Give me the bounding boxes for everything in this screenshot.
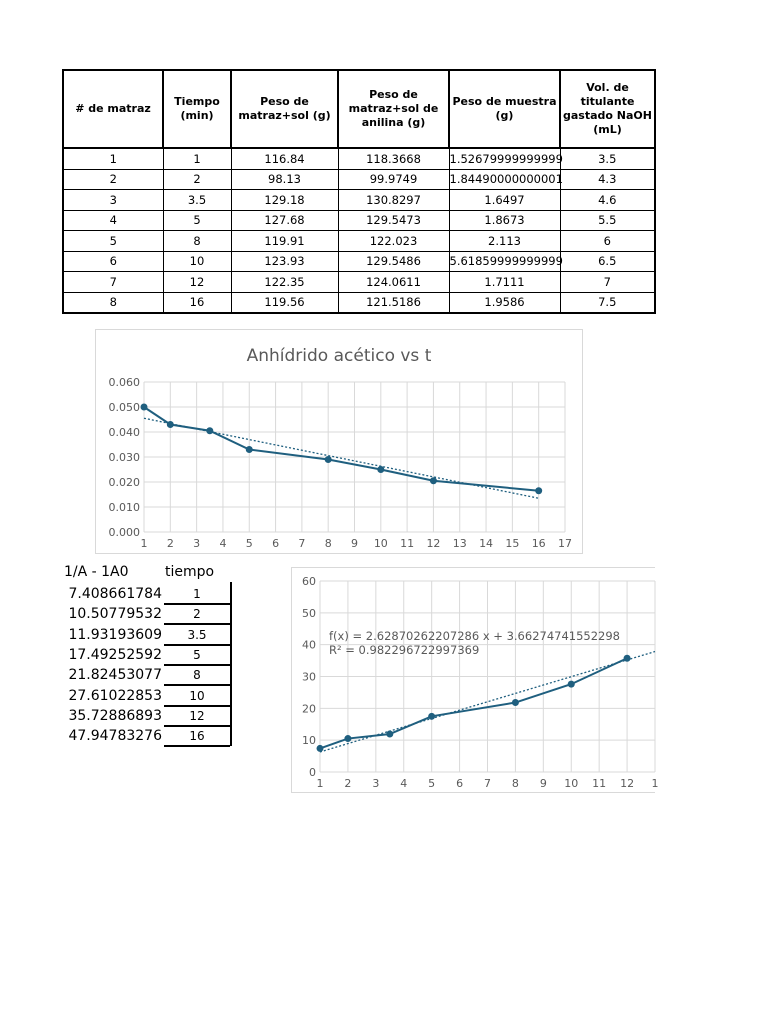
header-matraz: # de matraz bbox=[63, 70, 163, 148]
table-cell: 10 bbox=[163, 251, 231, 272]
table-cell: 6 bbox=[560, 231, 655, 252]
data-point bbox=[624, 655, 631, 662]
y-tick-label: 0.040 bbox=[108, 426, 140, 439]
chart-inverse-svg bbox=[292, 568, 659, 792]
list-header-tiempo: tiempo bbox=[165, 564, 215, 580]
table-cell: 2 bbox=[63, 169, 163, 190]
table-cell: 122.023 bbox=[338, 231, 449, 252]
table-cell: 4.3 bbox=[560, 169, 655, 190]
x-tick-label: 12 bbox=[620, 777, 635, 790]
table-row bbox=[63, 210, 655, 231]
table-cell: 118.3668 bbox=[338, 148, 449, 169]
inverse-value: 11.93193609 bbox=[68, 626, 162, 643]
trendline-r2: R² = 0.982296722997369 bbox=[329, 643, 480, 657]
chart-anhidrido-svg bbox=[96, 330, 582, 553]
table-cell: 5.61859999999999 bbox=[449, 251, 560, 272]
table-row bbox=[63, 231, 655, 252]
data-table bbox=[62, 69, 656, 314]
table-row bbox=[63, 190, 655, 211]
y-tick-label: 30 bbox=[302, 670, 316, 684]
x-tick-label: 13 bbox=[452, 537, 467, 550]
x-tick-label: 9 bbox=[539, 777, 547, 790]
table-cell: 116.84 bbox=[231, 148, 338, 169]
table-header-row bbox=[63, 70, 655, 148]
x-tick-label: 1 bbox=[316, 777, 324, 790]
header-peso-matraz-sol: Peso de matraz+sol (g) bbox=[231, 70, 338, 148]
y-tick-label: 0 bbox=[309, 766, 316, 779]
x-tick-label: 3 bbox=[193, 537, 201, 550]
header-vol-titulante: Vol. de titulante gastado NaOH (mL) bbox=[560, 70, 655, 148]
table-cell: 16 bbox=[163, 292, 231, 313]
table-cell: 127.68 bbox=[231, 210, 338, 231]
x-tick-label: 2 bbox=[344, 777, 352, 790]
table-cell: 7 bbox=[560, 272, 655, 293]
x-tick-label: 5 bbox=[245, 537, 253, 550]
table-cell: 1.52679999999999 bbox=[449, 148, 560, 169]
x-tick-label: 1 bbox=[651, 777, 659, 790]
inverse-value: 35.72886893 bbox=[68, 707, 162, 724]
data-point bbox=[430, 477, 437, 484]
tiempo-cell: 5 bbox=[164, 646, 230, 666]
table-cell: 1.7111 bbox=[449, 272, 560, 293]
x-tick-label: 16 bbox=[531, 537, 546, 550]
table-cell: 1.84490000000001 bbox=[449, 169, 560, 190]
table-cell: 130.8297 bbox=[338, 190, 449, 211]
table-cell: 6.5 bbox=[560, 251, 655, 272]
y-tick-label: 0.030 bbox=[108, 451, 140, 464]
table-cell: 5 bbox=[63, 231, 163, 252]
y-tick-label: 40 bbox=[302, 638, 316, 652]
table-cell: 1 bbox=[163, 148, 231, 169]
table-cell: 99.9749 bbox=[338, 169, 449, 190]
x-tick-label: 12 bbox=[426, 537, 441, 550]
series-line bbox=[320, 658, 627, 748]
y-tick-label: 60 bbox=[302, 575, 316, 588]
table-cell: 119.56 bbox=[231, 292, 338, 313]
table-cell: 2.113 bbox=[449, 231, 560, 252]
data-point bbox=[325, 456, 332, 463]
data-point bbox=[535, 487, 542, 494]
data-point bbox=[428, 713, 435, 720]
data-point bbox=[512, 699, 519, 706]
list-header-inverse: 1/A - 1A0 bbox=[64, 564, 129, 580]
trendline-equation: f(x) = 2.62870262207286 x + 3.66274741552298 bbox=[329, 629, 620, 643]
x-tick-label: 9 bbox=[351, 537, 358, 550]
x-tick-label: 6 bbox=[272, 537, 280, 550]
table-cell: 2 bbox=[163, 169, 231, 190]
chart-inverse bbox=[291, 567, 659, 793]
table-cell: 4.6 bbox=[560, 190, 655, 211]
header-peso-muestra: Peso de muestra (g) bbox=[449, 70, 560, 148]
x-tick-label: 8 bbox=[511, 777, 519, 790]
inverse-value: 27.61022853 bbox=[68, 687, 162, 704]
inverse-value: 47.94783276 bbox=[68, 728, 162, 745]
data-point bbox=[386, 731, 393, 738]
x-tick-label: 8 bbox=[324, 537, 332, 550]
x-tick-label: 7 bbox=[484, 777, 491, 790]
table-cell: 4 bbox=[63, 210, 163, 231]
table-row bbox=[63, 292, 655, 313]
x-tick-label: 3 bbox=[372, 777, 380, 790]
table-cell: 6 bbox=[63, 251, 163, 272]
header-tiempo: Tiempo (min) bbox=[163, 70, 231, 148]
data-point bbox=[344, 735, 351, 742]
table-cell: 129.5486 bbox=[338, 251, 449, 272]
table-row bbox=[63, 169, 655, 190]
y-tick-label: 0.050 bbox=[108, 401, 140, 414]
inverse-value: 21.82453077 bbox=[68, 667, 162, 684]
x-tick-label: 4 bbox=[400, 777, 408, 790]
y-tick-label: 0.060 bbox=[108, 376, 140, 389]
y-tick-label: 0.000 bbox=[108, 526, 140, 539]
table-cell: 7.5 bbox=[560, 292, 655, 313]
tiempo-cell: 16 bbox=[164, 727, 230, 747]
tiempo-cell: 10 bbox=[164, 687, 230, 707]
table-cell: 8 bbox=[63, 292, 163, 313]
table-cell: 3 bbox=[63, 190, 163, 211]
table-cell: 98.13 bbox=[231, 169, 338, 190]
table-cell: 1 bbox=[63, 148, 163, 169]
y-tick-label: 10 bbox=[302, 734, 316, 748]
table-cell: 129.18 bbox=[231, 190, 338, 211]
data-point bbox=[377, 466, 384, 473]
table-cell: 121.5186 bbox=[338, 292, 449, 313]
data-point bbox=[167, 421, 174, 428]
data-point bbox=[568, 681, 575, 688]
data-point bbox=[246, 446, 253, 453]
x-tick-label: 10 bbox=[373, 537, 388, 550]
x-tick-label: 4 bbox=[219, 537, 227, 550]
table-cell: 8 bbox=[163, 231, 231, 252]
table-row bbox=[63, 148, 655, 169]
x-tick-label: 14 bbox=[479, 537, 494, 550]
y-tick-label: 20 bbox=[302, 702, 316, 716]
y-tick-label: 50 bbox=[302, 606, 316, 620]
table-cell: 1.6497 bbox=[449, 190, 560, 211]
table-cell: 122.35 bbox=[231, 272, 338, 293]
table-cell: 1.8673 bbox=[449, 210, 560, 231]
x-tick-label: 1 bbox=[140, 537, 148, 550]
header-peso-matraz-anilina: Peso de matraz+sol de anilina (g) bbox=[338, 70, 449, 148]
tiempo-cell: 3.5 bbox=[164, 626, 230, 646]
x-tick-label: 15 bbox=[505, 537, 520, 550]
inverse-value: 17.49252592 bbox=[68, 646, 162, 663]
x-tick-label: 10 bbox=[564, 777, 579, 790]
chart-title: Anhídrido acético vs t bbox=[246, 346, 432, 366]
inverse-value: 10.50779532 bbox=[68, 606, 162, 623]
table-cell: 1.9586 bbox=[449, 292, 560, 313]
table-cell: 5 bbox=[163, 210, 231, 231]
table-cell: 7 bbox=[63, 272, 163, 293]
data-point bbox=[141, 404, 148, 411]
table-cell: 3.5 bbox=[163, 190, 231, 211]
table-row bbox=[63, 272, 655, 293]
table-cell: 12 bbox=[163, 272, 231, 293]
x-tick-label: 11 bbox=[400, 537, 415, 550]
x-tick-label: 5 bbox=[428, 777, 436, 790]
x-tick-label: 6 bbox=[456, 777, 464, 790]
table-cell: 5.5 bbox=[560, 210, 655, 231]
table-cell: 124.0611 bbox=[338, 272, 449, 293]
tiempo-cell: 2 bbox=[164, 605, 230, 625]
table-cell: 129.5473 bbox=[338, 210, 449, 231]
tiempo-cell: 1 bbox=[164, 585, 230, 605]
tiempo-cell: 8 bbox=[164, 666, 230, 686]
data-point bbox=[317, 745, 324, 752]
series-line bbox=[144, 407, 539, 491]
y-tick-label: 0.010 bbox=[108, 501, 140, 514]
x-tick-label: 11 bbox=[592, 777, 607, 790]
tiempo-cell: 12 bbox=[164, 707, 230, 727]
x-tick-label: 17 bbox=[558, 537, 572, 550]
table-cell: 3.5 bbox=[560, 148, 655, 169]
y-tick-label: 0.020 bbox=[108, 476, 140, 489]
x-tick-label: 2 bbox=[166, 537, 174, 550]
inverse-value: 7.408661784 bbox=[68, 586, 162, 602]
table-row bbox=[63, 251, 655, 272]
table-cell: 123.93 bbox=[231, 251, 338, 272]
table-cell: 119.91 bbox=[231, 231, 338, 252]
x-tick-label: 7 bbox=[298, 537, 306, 550]
tiempo-column-border bbox=[230, 582, 232, 746]
chart-anhidrido bbox=[95, 329, 583, 554]
data-point bbox=[206, 427, 213, 434]
